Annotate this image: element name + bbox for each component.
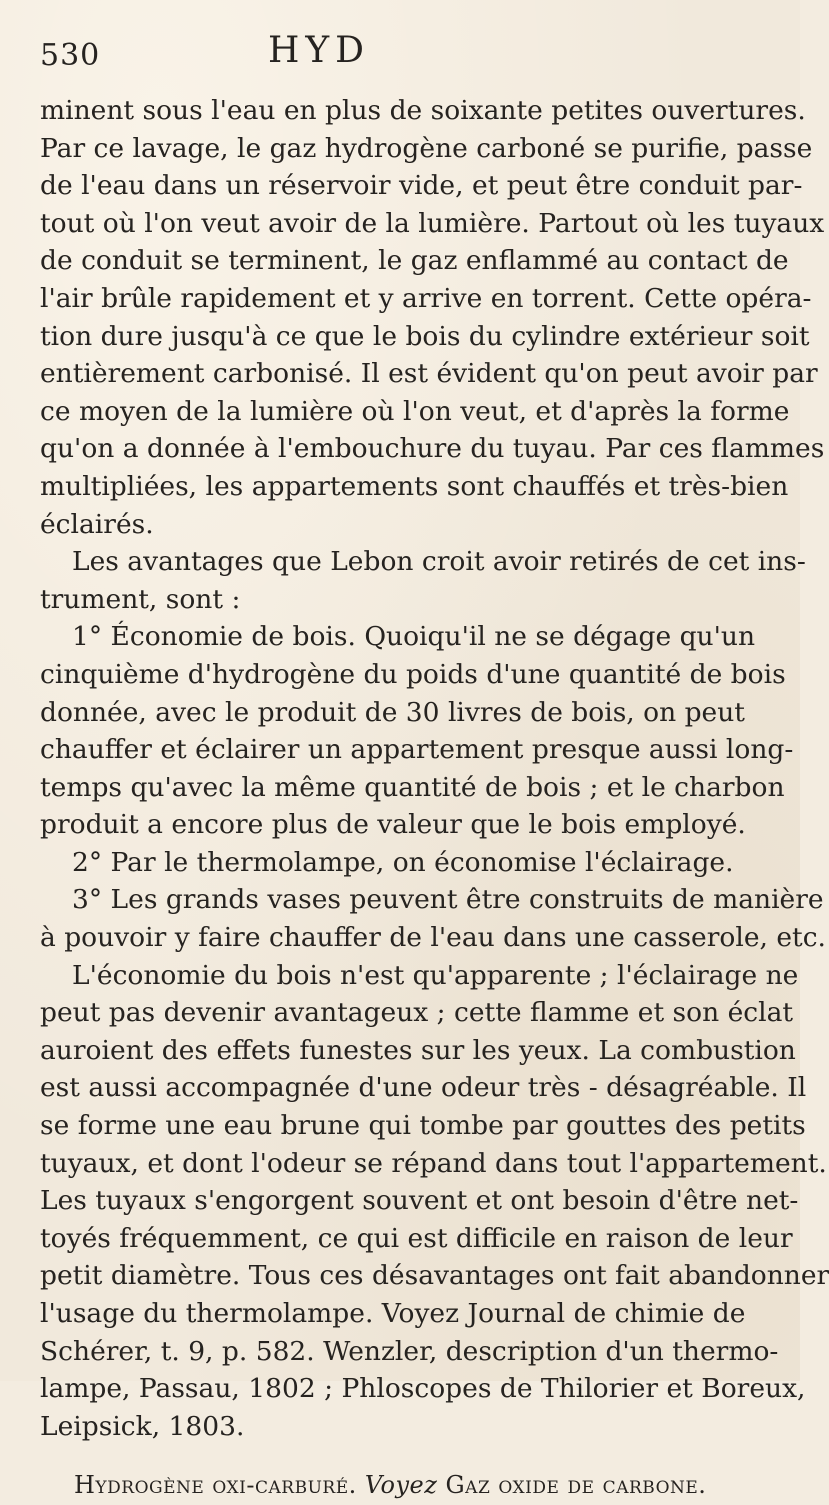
paragraph-avantages [40, 543, 806, 618]
text-line: tion dure jusqu'à ce que le bois du cylindre extérieur soit [40, 320, 810, 352]
text-line: de l'eau dans un réservoir vide, et peut être conduit par- [40, 170, 803, 202]
text-line: L'économie du bois n'est qu'apparente ; l'éclairage ne [72, 959, 799, 991]
text-line: toyés fréquemment, ce qui est difficile en raison de leur [40, 1222, 793, 1254]
text-line: à pouvoir y faire chauffer de l'eau dans une casserole, etc. [40, 922, 826, 954]
text-line: lampe, Passau, 1802 ; Phloscopes de Thilorier et Boreux, [40, 1373, 806, 1405]
text-line: auroient des effets funestes sur les yeux. La combustion [40, 1034, 796, 1066]
text-line: se forme une eau brune qui tombe par gouttes des petits [40, 1110, 806, 1142]
text-line: multipliées, les appartements sont chauffés et très-bien [40, 470, 789, 502]
text-line: qu'on a donnée à l'embouchure du tuyau. Par ces flammes [40, 433, 825, 465]
paragraph-thermolampe [40, 844, 740, 882]
text-line: petit diamètre. Tous ces désavantages ont fait abandonner [40, 1260, 829, 1292]
text-line: 1° Économie de bois. Quoiqu'il ne se dégage qu'un [72, 621, 756, 653]
text-line: de conduit se terminent, le gaz enflammé au contact de [40, 245, 789, 277]
text-line: Leipsick, 1803. [40, 1410, 245, 1442]
text-line: produit a encore plus de valeur que le bois employé. [40, 809, 746, 841]
text-line: Par ce lavage, le gaz hydrogène carboné se purifie, passe [40, 132, 813, 164]
entry-see: Voyez [364, 1471, 438, 1500]
text-line: ce moyen de la lumière où l'on veut, et d'après la forme [40, 395, 790, 427]
paragraph-grands-vases [40, 881, 826, 956]
paragraph-desavantages [40, 957, 829, 1446]
dictionary-entry [40, 1465, 740, 1505]
text-line: 2° Par le thermolampe, on économise l'éclairage. [72, 846, 734, 878]
text-line: entièrement carbonisé. Il est évident qu'on peut avoir par [40, 358, 818, 390]
text-line: donnée, avec le produit de 30 livres de bois, on peut [40, 696, 745, 728]
text-line: minent sous l'eau en plus de soixante petites ouvertures. [40, 95, 806, 126]
text-line: peut pas devenir avantageux ; cette flamme et son éclat [40, 997, 794, 1029]
paragraph-economie-bois [40, 618, 794, 844]
entry-reference: Gaz oxide de carbone. [445, 1471, 707, 1500]
text-line: tuyaux, et dont l'odeur se répand dans tout l'appartement. [40, 1147, 827, 1179]
text-line: temps qu'avec la même quantité de bois ; et le charbon [40, 771, 785, 803]
text-line: chauffer et éclairer un appartement presque aussi long- [40, 734, 794, 766]
text-line: l'usage du thermolampe. Voyez Journal de chimie de [40, 1298, 746, 1329]
page-header [40, 30, 740, 90]
entry-term: Hydrogène oxi-carburé. [74, 1471, 357, 1500]
text-line: Les tuyaux s'engorgent souvent et ont besoin d'être net- [40, 1185, 799, 1217]
text-line: cinquième d'hydrogène du poids d'une quantité de bois [40, 658, 786, 690]
text-line: 3° Les grands vases peuvent être construits de manière [72, 884, 824, 916]
body-text [40, 92, 829, 1505]
page-number: 530 [40, 38, 101, 73]
text-line: Schérer, t. 9, p. 582. Wenzler, description d'un thermo- [40, 1335, 779, 1367]
text-line: est aussi accompagnée d'une odeur très - désagréable. Il [40, 1072, 807, 1104]
paragraph-lavage [40, 92, 825, 543]
text-line: tout où l'on veut avoir de la lumière. Partout où les tuyaux [40, 207, 825, 239]
text-line: trument, sont : [40, 583, 241, 615]
running-head: HYD [268, 30, 371, 71]
entry-spacer [40, 1445, 740, 1465]
text-line: l'air brûle rapidement et y arrive en torrent. Cette opéra- [40, 282, 812, 314]
text-line: Les avantages que Lebon croit avoir retirés de cet ins- [72, 546, 806, 578]
text-line: éclairés. [40, 508, 154, 540]
